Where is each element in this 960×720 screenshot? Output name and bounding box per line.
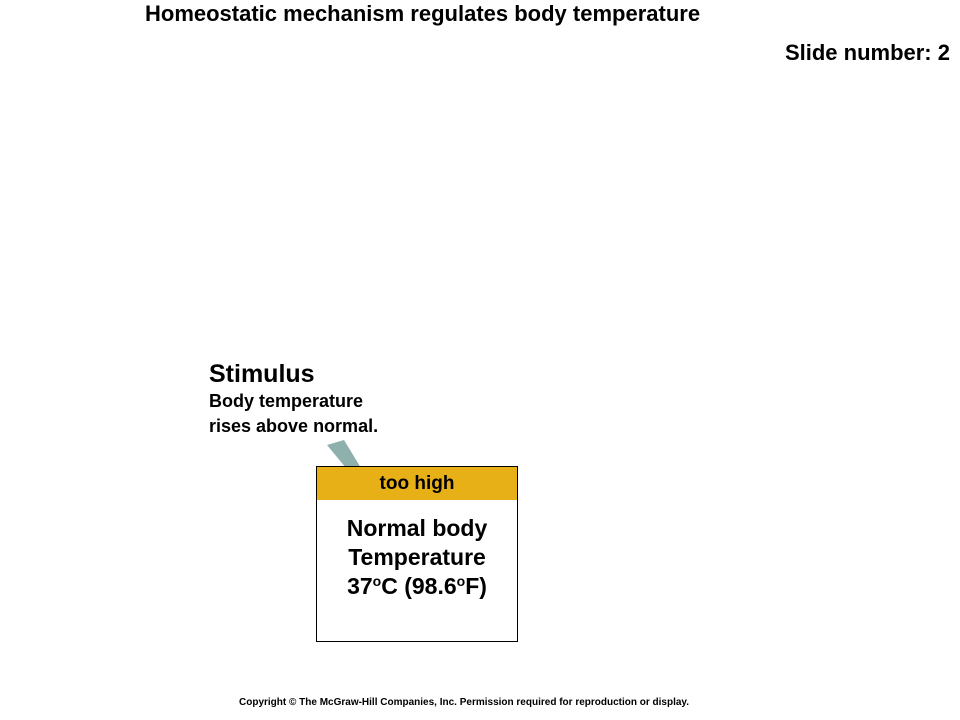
too-high-label: too high	[379, 472, 455, 494]
stimulus-arrow-shaft	[327, 440, 361, 468]
normal-temperature-box	[316, 466, 518, 642]
normal-temperature-value	[317, 572, 517, 601]
celsius-value: 37	[347, 573, 373, 599]
normal-temperature-text	[317, 514, 517, 601]
degree-symbol-fahrenheit: o	[456, 573, 466, 589]
slide-number: Slide number: 2	[784, 40, 950, 65]
too-high-banner	[317, 467, 517, 500]
stimulus-heading: Stimulus	[209, 360, 315, 388]
copyright-notice: Copyright © The McGraw-Hill Companies, Inc. Permission required for reproduction or display.	[239, 697, 690, 708]
normal-temperature-line-2: Temperature	[348, 544, 486, 570]
stimulus-description-line-2: rises above normal.	[209, 416, 379, 436]
celsius-unit: C (98.6	[381, 573, 457, 599]
stimulus-description-line-1: Body temperature	[209, 391, 364, 411]
slide-title: Homeostatic mechanism regulates body temperature	[145, 1, 701, 26]
normal-temperature-line-1: Normal body	[346, 515, 488, 541]
degree-symbol-celsius: o	[372, 573, 382, 589]
fahrenheit-unit: F)	[465, 573, 487, 599]
